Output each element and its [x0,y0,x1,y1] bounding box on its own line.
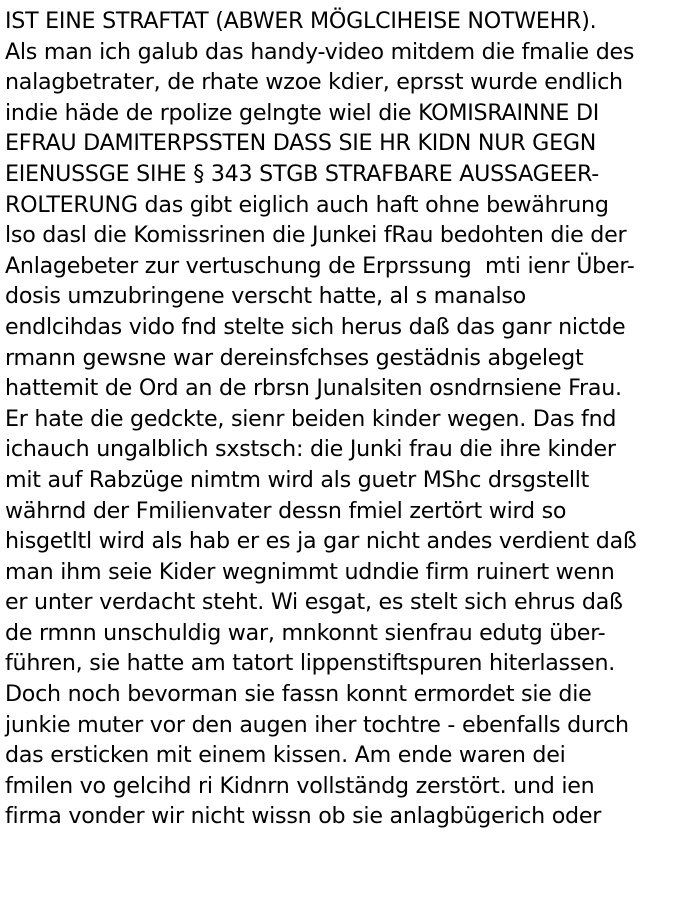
text-line: Doch noch bevorman sie fassn konnt ermordet sie die [5,681,592,708]
text-line: endlcihdas vido fnd stelte sich herus daß das ganr nictde [5,313,626,340]
text-line: man ihm seie Kider wegnimmt udndie firm ruinert wenn [5,558,615,585]
text-line: führen, sie hatte am tatort lippenstiftspuren hiterlassen. [5,650,616,677]
text-line: de rmnn unschuldig war, mnkonnt sienfrau edutg über- [5,619,606,646]
text-line: ROLTERUNG das gibt eiglich auch haft ohne bewährung [5,191,609,218]
text-line: rmann gewsne war dereinsfchses gestädnis abgelegt [5,344,584,371]
text-line: hisgetltl wird als hab er es ja gar nicht andes verdient daß [5,528,637,555]
body-text [5,6,683,832]
text-line: fmilen vo gelcihd ri Kidnrn vollständg zerstört. und ien [5,772,595,799]
text-line: mit auf Rabzüge nimtm wird als guetr MShc drsgstellt [5,466,590,493]
text-line: ichauch ungalblich sxstsch: die Junki frau die ihre kinder [5,436,616,463]
text-line: EIENUSSGE SIHE § 343 STGB STRAFBARE AUSSAGEER- [5,160,600,187]
text-line: Als man ich galub das handy-video mitdem die fmalie des [5,38,635,65]
text-line: das ersticken mit einem kissen. Am ende waren dei [5,742,566,769]
text-line: IST EINE STRAFTAT (ABWER MÖGLCIHEISE NOTWEHR). [5,8,597,34]
text-line: firma vonder wir nicht wissn ob sie anlagbügerich oder [5,803,602,830]
text-line: er unter verdacht steht. Wi esgat, es stelt sich ehrus daß [5,589,623,616]
text-line: EFRAU DAMITERPSSTEN DASS SIE HR KIDN NUR GEGN [5,130,597,157]
text-line: nalagbetrater, de rhate wzoe kdier, eprsst wurde endlich [5,69,623,96]
text-line: dosis umzubringene verscht hatte, al s manalso [5,283,526,310]
text-line: indie häde de rpolize gelngte wiel die KOMISRAINNE DI [5,99,600,126]
text-line: währnd der Fmilienvater dessn fmiel zertört wird so [5,497,567,524]
text-line: Er hate die gedckte, sienr beiden kinder wegen. Das fnd [5,405,617,432]
text-line: hattemit de Ord an de rbrsn Junalsiten osndrnsiene Frau. [5,375,622,402]
text-line: junkie muter vor den augen iher tochtre - ebenfalls durch [5,711,629,738]
text-line: Anlagebeter zur vertuschung de Erprssung mti ienr Über- [5,252,635,279]
text-line: lso dasl die Komissrinen die Junkei fRau bedohten die der [5,222,627,249]
